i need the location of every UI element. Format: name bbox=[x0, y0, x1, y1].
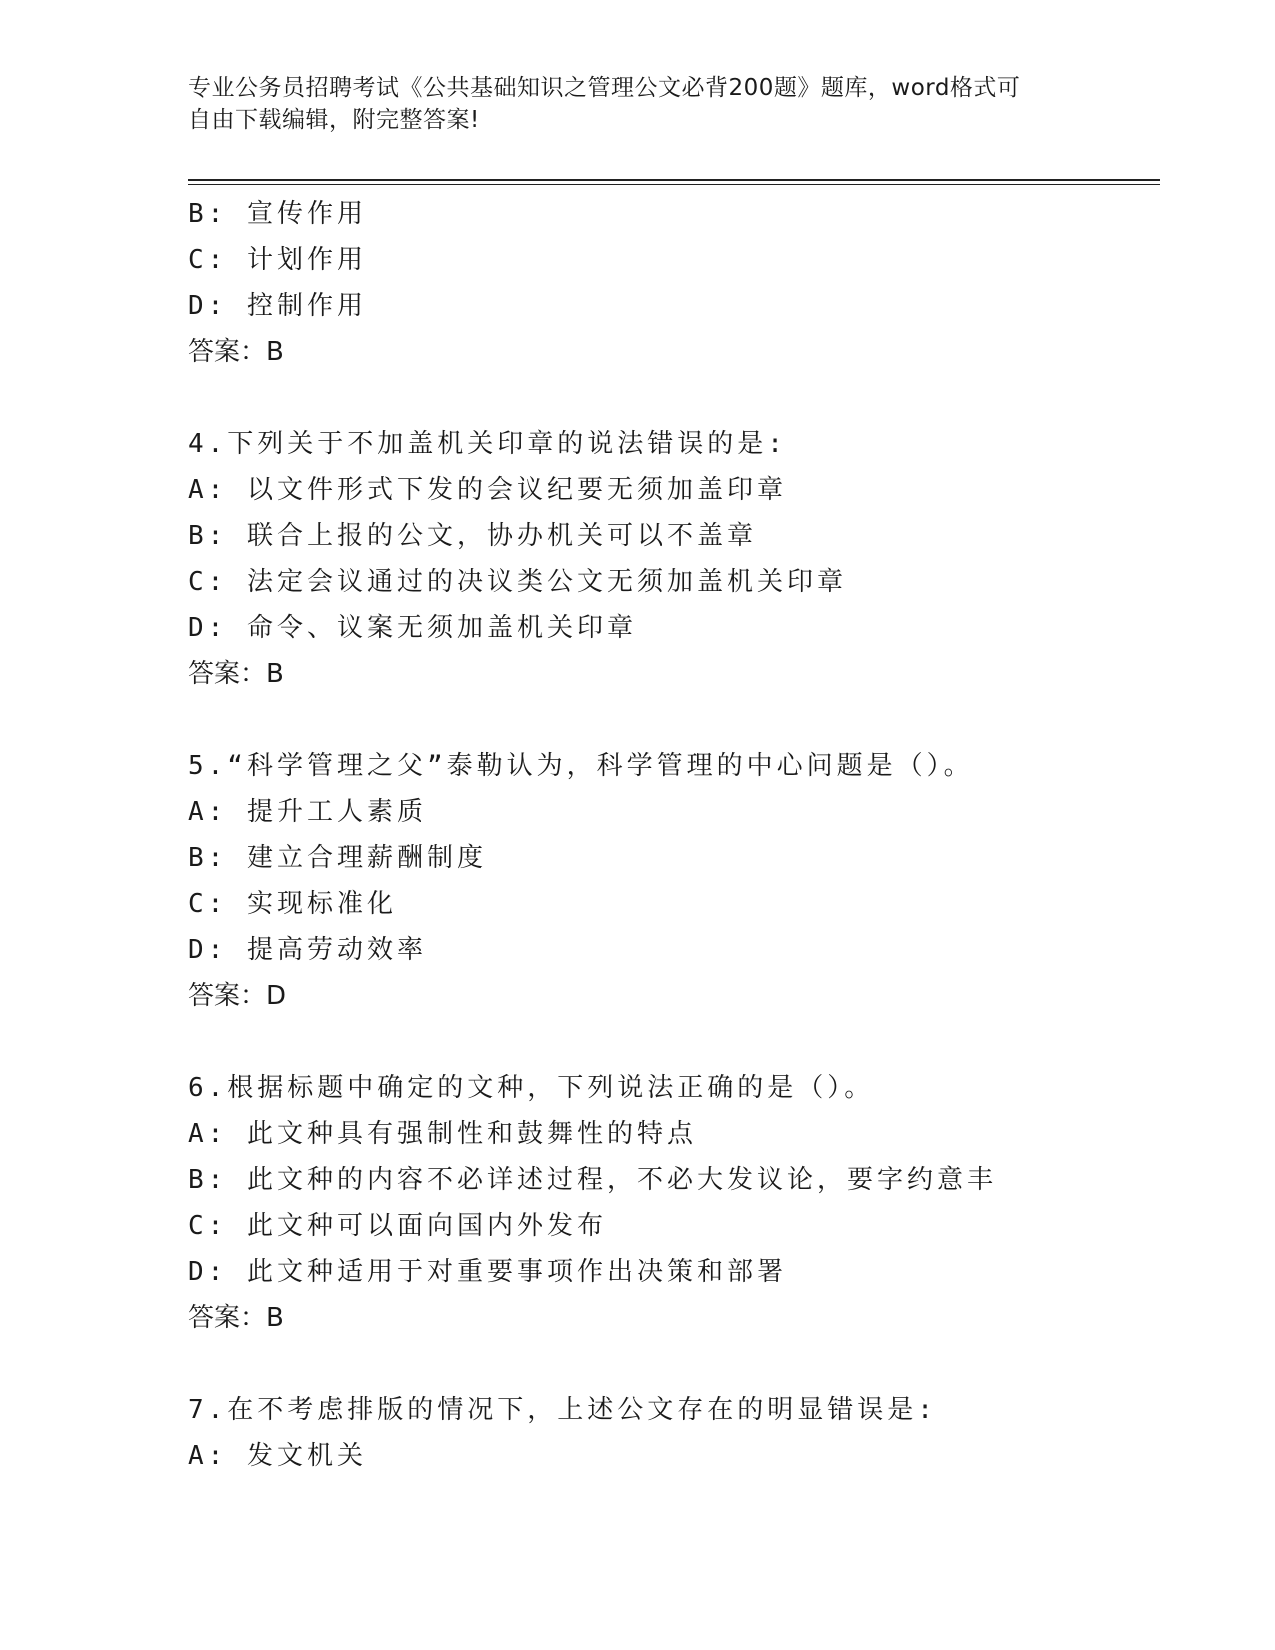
answer-label: 答案：D bbox=[188, 981, 287, 1011]
question-6 bbox=[188, 1065, 1168, 1341]
spacer bbox=[188, 1341, 1168, 1387]
question-text: 7.在不考虑排版的情况下，上述公文存在的明显错误是: bbox=[188, 1395, 937, 1425]
option-d: D: 命令、议案无须加盖机关印章 bbox=[188, 613, 637, 643]
option-a: A: 此文种具有强制性和鼓舞性的特点 bbox=[188, 1119, 697, 1149]
option-b: B: 此文种的内容不必详述过程，不必大发议论，要字约意丰 bbox=[188, 1165, 997, 1195]
option-b: B: 宣传作用 bbox=[188, 199, 367, 229]
question-text: 6.根据标题中确定的文种，下列说法正确的是（）。 bbox=[188, 1073, 875, 1103]
option-b: B: 联合上报的公文，协办机关可以不盖章 bbox=[188, 521, 757, 551]
header-divider-thin bbox=[188, 184, 1160, 185]
option-a: A: 发文机关 bbox=[188, 1441, 367, 1471]
answer-label: 答案：B bbox=[188, 337, 284, 367]
option-c: C: 计划作用 bbox=[188, 245, 367, 275]
answer-label: 答案：B bbox=[188, 659, 284, 689]
option-d: D: 控制作用 bbox=[188, 291, 367, 321]
header-line-2: 自由下载编辑，附完整答案! bbox=[188, 107, 480, 133]
option-b: B: 建立合理薪酬制度 bbox=[188, 843, 487, 873]
option-c: C: 法定会议通过的决议类公文无须加盖机关印章 bbox=[188, 567, 847, 597]
option-c: C: 此文种可以面向国内外发布 bbox=[188, 1211, 607, 1241]
option-d: D: 此文种适用于对重要事项作出决策和部署 bbox=[188, 1257, 787, 1287]
option-a: A: 以文件形式下发的会议纪要无须加盖印章 bbox=[188, 475, 787, 505]
answer-label: 答案：B bbox=[188, 1303, 284, 1333]
question-3 bbox=[188, 191, 1168, 375]
question-text: 5.“科学管理之父”泰勒认为，科学管理的中心问题是（）。 bbox=[188, 751, 974, 781]
spacer bbox=[188, 697, 1168, 743]
question-7 bbox=[188, 1387, 1168, 1479]
spacer bbox=[188, 375, 1168, 421]
option-a: A: 提升工人素质 bbox=[188, 797, 427, 827]
header-line-1: 专业公务员招聘考试《公共基础知识之管理公文必背200题》题库，word格式可 bbox=[188, 75, 1021, 101]
question-4 bbox=[188, 421, 1168, 697]
header-divider-thick bbox=[188, 179, 1160, 181]
document-header bbox=[188, 72, 1088, 136]
question-text: 4.下列关于不加盖机关印章的说法错误的是: bbox=[188, 429, 787, 459]
question-list bbox=[188, 191, 1168, 1479]
option-c: C: 实现标准化 bbox=[188, 889, 397, 919]
question-5 bbox=[188, 743, 1168, 1019]
spacer bbox=[188, 1019, 1168, 1065]
option-d: D: 提高劳动效率 bbox=[188, 935, 427, 965]
